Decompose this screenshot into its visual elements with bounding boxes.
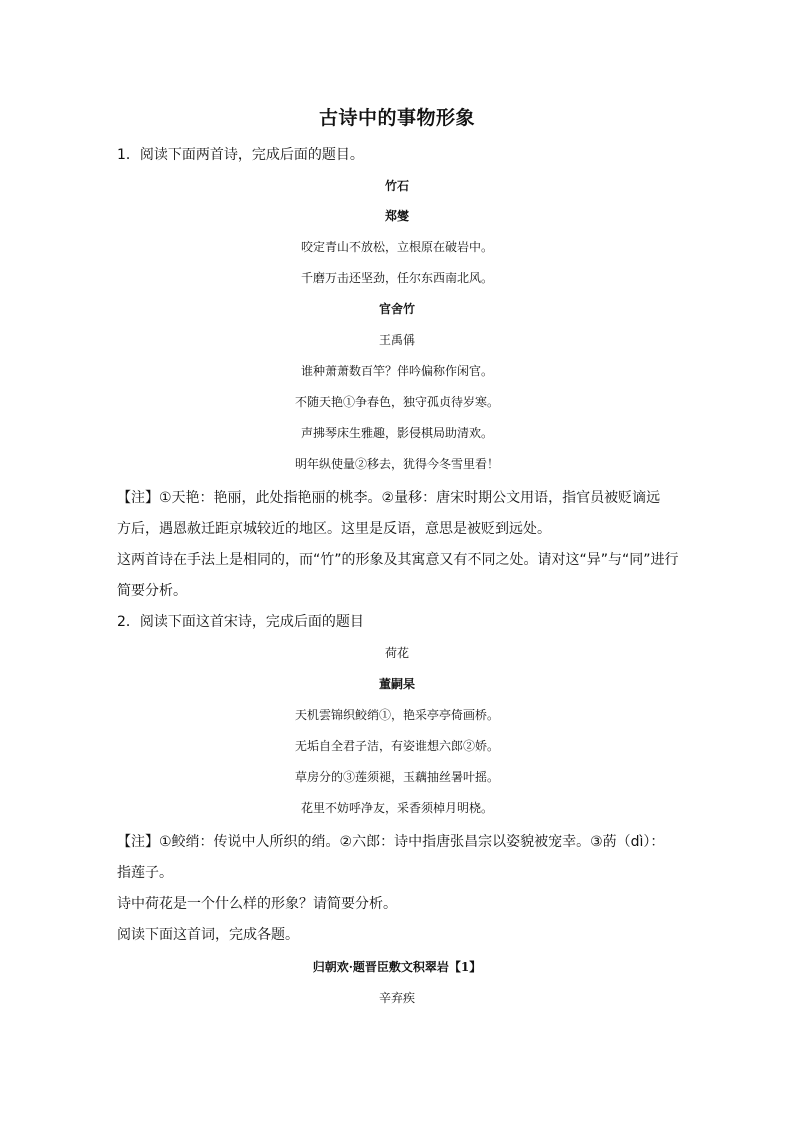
poem-3-author: 董嗣杲: [378, 677, 415, 691]
question-2-intro: 2．阅读下面这首宋诗，完成后面的题目: [117, 614, 364, 630]
poem-2-line: 谁种萧萧数百竿？伴吟偏称作闲官。: [300, 364, 493, 378]
poem-2-line: 明年纵使量②移去，犹得今冬雪里看！: [294, 457, 499, 471]
poem-1-line: 千磨万击还坚劲，任尔东西南北风。: [300, 271, 493, 285]
question-2-note: 【注】①鲛绡：传说中人所织的绡。②六郎：诗中指唐张昌宗以姿貌被宠幸。③菂（dì）：: [117, 834, 665, 850]
poem-4-author: 辛弃疾: [378, 991, 415, 1005]
question-1-prompt: 这两首诗在手法上是相同的，而“竹”的形象及其寓意又有不同之处。请对这“异”与“同”进行: [117, 552, 679, 568]
poem-3-line: 天机雲锦织鲛绡①，艳采亭亭倚画桥。: [294, 708, 499, 722]
page-title: 古诗中的事物形象: [318, 107, 475, 129]
poem-4-title: 归朝欢·题晋臣敷文积翠岩【1】: [312, 960, 482, 974]
question-3-intro: 阅读下面这首词，完成各题。: [117, 927, 299, 943]
question-1-note: 【注】①天艳：艳丽，此处指艳丽的桃李。②量移：唐宋时期公文用语，指官员被贬谪远: [117, 490, 661, 506]
poem-1-title: 竹石: [384, 179, 409, 193]
poem-2-author: 王禹偁: [378, 333, 415, 347]
poem-2-title: 官舍竹: [378, 302, 415, 316]
poem-3-title: 荷花: [384, 646, 409, 660]
question-1-intro: 1．阅读下面两首诗，完成后面的题目。: [117, 147, 364, 163]
question-1-note: 方后，遇恩赦迁距京城较近的地区。这里是反语，意思是被贬到远处。: [117, 521, 551, 537]
question-2-prompt: 诗中荷花是一个什么样的形象？请简要分析。: [117, 896, 397, 912]
poem-2-line: 不随天艳①争春色，独守孤贞待岁寒。: [294, 395, 499, 409]
question-1-prompt: 简要分析。: [117, 583, 187, 599]
poem-1-line: 咬定青山不放松，立根原在破岩中。: [300, 240, 493, 254]
question-2-note: 指莲子。: [117, 865, 173, 881]
poem-2-line: 声拂琴床生雅趣，影侵棋局助清欢。: [300, 426, 493, 440]
poem-1-author: 郑燮: [384, 209, 409, 223]
poem-3-line: 草房分的③莲须褪，玉藕抽丝暑叶摇。: [294, 770, 499, 784]
poem-3-line: 无垢自全君子洁，有姿谁想六郎②娇。: [294, 739, 499, 753]
poem-3-line: 花里不妨呼净友，采香须棹月明桡。: [300, 801, 493, 815]
